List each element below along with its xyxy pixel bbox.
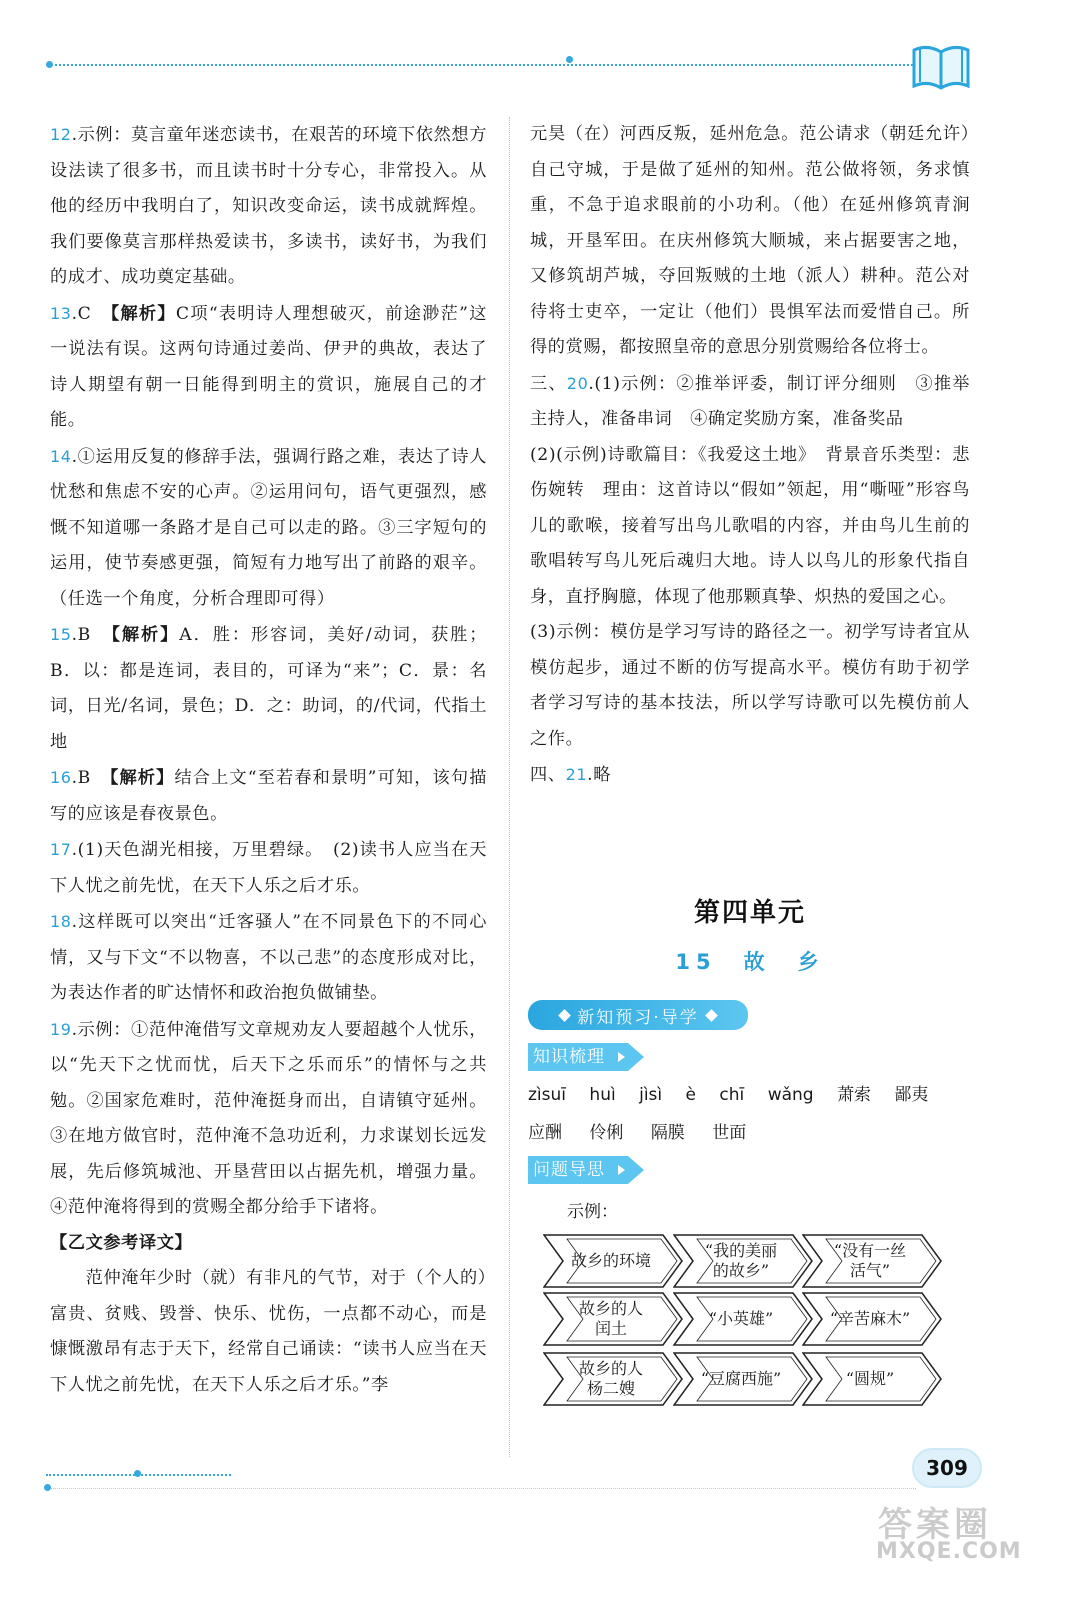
play-arrow-icon xyxy=(618,1165,625,1175)
footer-dot xyxy=(44,1484,51,1491)
play-arrow-icon xyxy=(618,1052,625,1062)
header-dot xyxy=(46,61,53,68)
diagram-node-label: “圆规” xyxy=(845,1369,895,1388)
answer-item: (3)示例：模仿是学习写诗的路径之一。初学写诗者宜从模仿起步，通过不断的仿写提高水平。模仿有助于初学者学习写诗的基本技法，所以学写诗歌可以先模仿前人之作。 xyxy=(530,622,970,749)
pinyin-item: huì xyxy=(589,1085,616,1105)
answer-item: 15.B 【解析】A．胜：形容词，美好/动词，获胜；B．以：都是连词，表目的，可译为“来”；C．景：名词，日光/名词，景色；D．之：助词，的/代词，代指土地 xyxy=(50,625,487,752)
footer-dot xyxy=(134,1470,141,1477)
open-book-icon xyxy=(910,42,972,90)
watermark-url: MXQE.COM xyxy=(876,1539,1022,1564)
translation-text: 元昊（在）河西反叛，延州危急。范公请求（朝廷允许）自己守城，于是做了延州的知州。范公做将领，务求慎重，不急于追求眼前的小功利。（他）在延州修筑青涧城，开垦军田。在庆州修筑大顺城，来占据要害之地，又修筑胡芦城，夺回叛贼的土地（派人）耕种。范公对待将士吏卒，一定让（他们）畏惧军法而爱惜自己。所得的赏赐，都按照皇帝的意思分别赏赐给各位将士。 xyxy=(530,124,970,357)
watermark-text: 答案圈 xyxy=(878,1505,992,1545)
answer-item: 18.这样既可以突出“迁客骚人”在不同景色下的不同心情，又与下文“不以物喜，不以己悲”的态度形成对比，为表达作者的旷达情怀和政治抱负做铺垫。 xyxy=(50,912,487,1003)
pinyin-row xyxy=(528,1080,946,1105)
diagram-node-label: “小英雄” xyxy=(708,1309,774,1328)
tab-question xyxy=(528,1156,628,1184)
tab-knowledge xyxy=(528,1043,628,1071)
diagram-node xyxy=(802,1292,942,1346)
diagram-node-label: “没有一丝 活气” xyxy=(833,1241,907,1280)
tab-label: 知识梳理 xyxy=(533,1047,605,1067)
answer-item: 13.C 【解析】C项“表明诗人理想破灭，前途渺茫”这一说法有误。这两句诗通过姜尚、伊尹的典故，表达了诗人期望有朝一日能得到明主的赏识，施展自己的才能。 xyxy=(50,303,487,430)
diagram-node xyxy=(802,1234,942,1288)
diamond-icon xyxy=(558,1009,571,1022)
diagram-node xyxy=(543,1234,683,1288)
diagram-node-label: 故乡的环境 xyxy=(570,1251,651,1270)
left-column xyxy=(50,117,487,1403)
answer-item: 三、20.(1)示例：②推举评委，制订评分细则 ③推举主持人，准备串词 ④确定奖励方案，准备奖品 xyxy=(530,373,970,429)
column-divider xyxy=(509,117,510,1457)
header-rule xyxy=(48,64,920,66)
diagram-node xyxy=(673,1292,813,1346)
vocab-item: 隔膜 xyxy=(650,1123,685,1143)
diagram-node-label: “我的美丽 的故乡” xyxy=(704,1241,778,1280)
vocab-item: 伶俐 xyxy=(589,1123,624,1143)
header-dot xyxy=(566,56,573,63)
vocab-item: 应酬 xyxy=(528,1123,562,1143)
footer-rule xyxy=(46,1488,916,1489)
answer-item: (2)(示例)诗歌篇目：《我爱这土地》 背景音乐类型：悲伤婉转 理由：这首诗以“假如”领起，用“嘶哑”形容鸟儿的歌喉，接着写出鸟儿歌唱的内容，并由鸟儿生前的歌唱转写鸟儿死后魂归大地。诗人以鸟儿的形象代指自身，直抒胸臆，体现了他那颗真挚、炽热的爱国之心。 xyxy=(530,444,970,607)
diagram-node xyxy=(543,1292,683,1346)
section-banner xyxy=(528,1000,748,1030)
lesson-title: 15 故 乡 xyxy=(675,950,825,974)
example-label: 示例： xyxy=(567,1202,618,1222)
translation-text: 范仲淹年少时（就）有非凡的气节，对于（个人的）富贵、贫贱、毁誉、快乐、忧伤，一点都不动心，而是慷慨激昂有志于天下，经常自己诵读：“读书人应当在天下人忧之前先忧，在天下人乐之后才乐。”李 xyxy=(50,1268,487,1395)
vocab-item: 鄙夷 xyxy=(894,1085,929,1105)
page-number: 309 xyxy=(912,1448,982,1488)
answer-item: 四、21.略 xyxy=(530,765,611,785)
diagram-node-label: 故乡的人 杨二嫂 xyxy=(578,1359,643,1398)
vocab-item: 萧索 xyxy=(836,1085,871,1105)
banner-label: 新知预习·导学 xyxy=(577,1007,699,1028)
pinyin-item: jìsì xyxy=(639,1085,663,1105)
diagram-node-label: 故乡的人 闰土 xyxy=(578,1299,643,1338)
pinyin-item: è xyxy=(685,1085,697,1105)
diagram-node xyxy=(673,1234,813,1288)
watermark-logo xyxy=(870,1497,1030,1567)
answer-item: 14.①运用反复的修辞手法，强调行路之难，表达了诗人忧愁和焦虑不安的心声。②运用问句，语气更强烈，感慨不知道哪一条路才是自己可以走的路。③三字短句的运用，使节奏感更强，简短有力地写出了前路的艰辛。（任选一个角度，分析合理即可得） xyxy=(50,446,487,609)
answer-item: 17.(1)天色湖光相接，万里碧绿。 (2)读书人应当在天下人忧之前先忧，在天下人乐之后才乐。 xyxy=(50,840,487,896)
answer-item: 16.B 【解析】结合上文“至若春和景明”可知，该句描写的应该是春夜景色。 xyxy=(50,768,487,824)
diagram-node xyxy=(673,1352,813,1406)
diamond-icon xyxy=(705,1009,718,1022)
answer-item: 19.示例：①范仲淹借写文章规劝友人要超越个人忧乐，以“先天下之忧而忧，后天下之乐而乐”的情怀与之共勉。②国家危难时，范仲淹挺身而出，自请镇守延州。③在地方做官时，范仲淹不急功近利，力求谋划长远发展，先后修筑城池、开垦营田以占据先机，增强力量。④范仲淹将得到的赏赐全都分给手下诸将。 xyxy=(50,1019,487,1217)
pinyin-item: zìsuī xyxy=(528,1085,567,1105)
diagram-node xyxy=(543,1352,683,1406)
translation-heading: 【乙文参考译文】 xyxy=(50,1232,193,1253)
diagram-node-label: “豆腐西施” xyxy=(700,1369,782,1388)
right-column xyxy=(530,117,970,794)
answer-item: 12.示例：莫言童年迷恋读书，在艰苦的环境下依然想方设法读了很多书，而且读书时十分专心，非常投入。从他的经历中我明白了，知识改变命运，读书成就辉煌。我们要像莫言那样热爱读书，多读书，读好书，为我们的成才、成功奠定基础。 xyxy=(50,125,487,287)
vocab-item: 世面 xyxy=(712,1123,747,1143)
vocab-row xyxy=(528,1118,768,1143)
diagram-node xyxy=(802,1352,942,1406)
tab-label: 问题导思 xyxy=(533,1160,605,1180)
pinyin-item: wǎng xyxy=(767,1085,814,1105)
pinyin-item: chī xyxy=(719,1085,745,1105)
unit-title: 第四单元 xyxy=(693,898,806,928)
diagram-node-label: “辛苦麻木” xyxy=(829,1309,911,1328)
